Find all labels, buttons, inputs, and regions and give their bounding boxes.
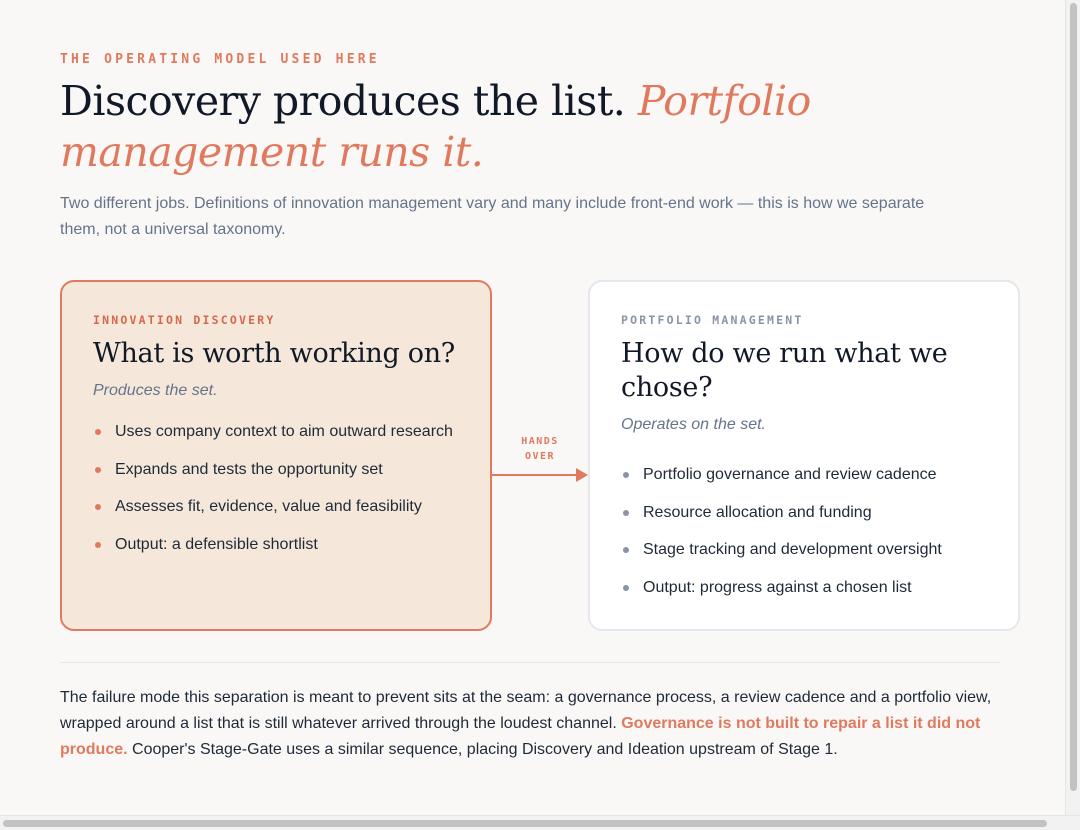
arrow-right-icon [492,466,588,484]
list-item [93,420,460,444]
portfolio-card-note: Operates on the set. [621,416,766,433]
hands-over-connector [492,434,588,486]
discovery-card-list [93,420,460,557]
section-divider [60,662,1000,663]
list-item-text: Stage tracking and development oversight [643,541,942,558]
hands-over-label: HANDS OVER [521,436,559,462]
portfolio-management-card [588,280,1020,631]
dot-bullet-icon [623,472,629,478]
list-item [93,533,460,557]
discovery-card-title: What is worth working on? [93,338,455,369]
discovery-card-label: INNOVATION DISCOVERY [93,313,276,327]
list-item [621,463,988,487]
dot-bullet-icon [95,429,101,435]
headline-main: Discovery produces the list. [60,77,638,125]
dot-bullet-icon [95,542,101,548]
dot-bullet-icon [95,504,101,510]
page-subtitle: Two different jobs. Definitions of innovation management vary and many include front-end work — this is how we separate them, not a universal taxonomy. [60,195,925,238]
footer-text-start: The failure mode this separation is meant to prevent sits at the seam: a governance process, a review cadence and a portfolio view, wrapped around a list that is still whatever arrived through the loudest channel. [60,689,992,732]
list-item [621,538,988,562]
list-item-text: Expands and tests the opportunity set [115,460,383,478]
list-item-text: Assesses fit, evidence, value and feasibility [115,498,422,515]
list-item [93,495,460,519]
headline-accent: Portfolio management runs it. [60,77,811,176]
page-title [60,76,960,178]
list-item-text: Output: a defensible shortlist [115,535,318,553]
footer-highlight: Governance is not built to repair a list it did not produce. [60,715,981,758]
horizontal-scrollbar[interactable] [0,815,1080,830]
dot-bullet-icon [623,585,629,591]
dot-bullet-icon [623,547,629,553]
discovery-card-note: Produces the set. [93,382,218,399]
horizontal-scrollbar-thumb[interactable] [3,820,1047,827]
list-item-text: Output: progress against a chosen list [643,578,912,596]
list-item-text: Uses company context to aim outward research [115,423,453,440]
vertical-scrollbar-thumb[interactable] [1070,3,1077,791]
list-item-text: Portfolio governance and review cadence [643,466,937,483]
section-eyebrow: THE OPERATING MODEL USED HERE [60,52,380,67]
portfolio-card-label: PORTFOLIO MANAGEMENT [621,313,804,327]
list-item [621,576,988,600]
footer-text-end: Cooper's Stage-Gate uses a similar sequence, placing Discovery and Ideation upstream of Stage 1. [127,741,838,758]
list-item [93,458,460,482]
footer-paragraph [60,685,1000,763]
dot-bullet-icon [95,467,101,473]
portfolio-card-title: How do we run what we chose? [621,338,948,403]
list-item-text: Resource allocation and funding [643,503,872,521]
dot-bullet-icon [623,510,629,516]
vertical-scrollbar[interactable] [1065,0,1080,816]
innovation-discovery-card [60,280,492,631]
portfolio-card-list [621,463,988,600]
list-item [621,501,988,525]
